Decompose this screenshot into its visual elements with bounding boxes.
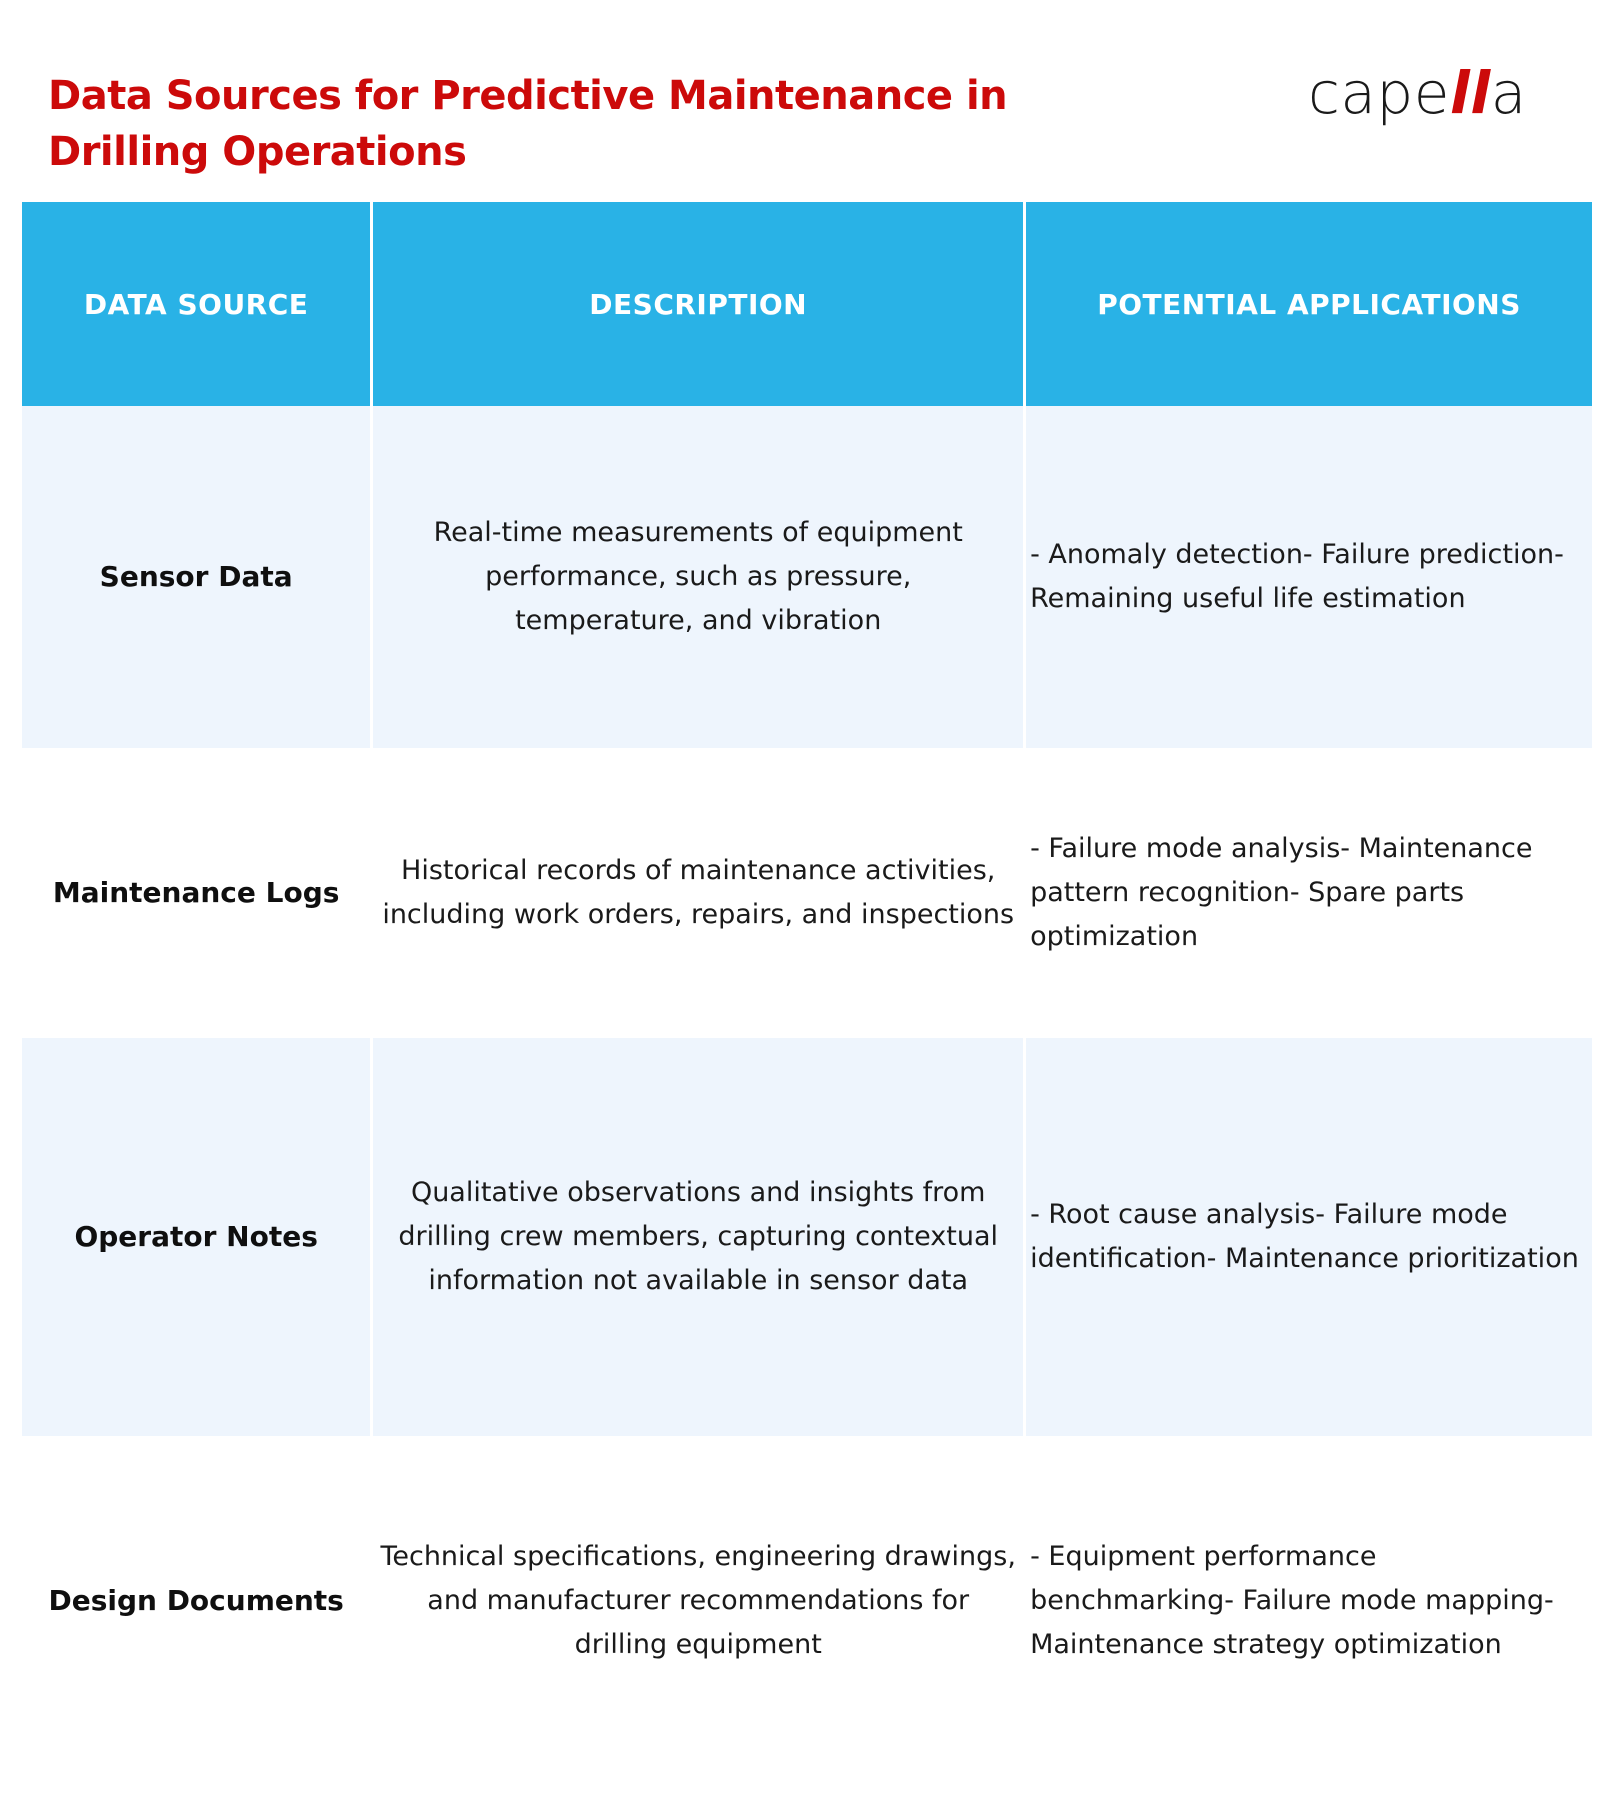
source-cell bbox=[22, 1038, 370, 1436]
description-text: Technical specifications, engineering drawings, and manufacturer recommendations for drilling equipment bbox=[380, 1541, 1016, 1660]
source-name: Operator Notes bbox=[74, 1220, 318, 1253]
applications-text: - Anomaly detection- Failure prediction- Remaining useful life estimation bbox=[1030, 539, 1564, 614]
capella-logo bbox=[1308, 58, 1527, 128]
applications-text: - Equipment performance benchmarking- Failure mode mapping- Maintenance strategy optimization bbox=[1030, 1541, 1554, 1660]
header-potential-applications: POTENTIAL APPLICATIONS bbox=[1026, 202, 1592, 406]
table-row bbox=[22, 1436, 1592, 1766]
source-cell bbox=[22, 406, 370, 748]
header-description: DESCRIPTION bbox=[373, 202, 1023, 406]
description-cell bbox=[373, 748, 1023, 1038]
applications-text: - Failure mode analysis- Maintenance pattern recognition- Spare parts optimization bbox=[1030, 833, 1533, 952]
applications-cell bbox=[1026, 1436, 1592, 1766]
table-row bbox=[22, 406, 1592, 748]
logo-text-suffix: a bbox=[1490, 59, 1527, 127]
table-row bbox=[22, 1038, 1592, 1436]
logo-text-prefix: cape bbox=[1308, 59, 1450, 127]
applications-text: - Root cause analysis- Failure mode identification- Maintenance prioritization bbox=[1030, 1199, 1579, 1274]
description-text: Historical records of maintenance activities, including work orders, repairs, and inspections bbox=[382, 855, 1015, 930]
logo-text-accent: ll bbox=[1449, 59, 1491, 127]
description-cell bbox=[373, 406, 1023, 748]
page-title: Data Sources for Predictive Maintenance in Drilling Operations bbox=[48, 73, 1008, 175]
source-name: Sensor Data bbox=[99, 560, 293, 593]
data-sources-table bbox=[22, 202, 1592, 1766]
description-text: Real-time measurements of equipment performance, such as pressure, temperature, and vibration bbox=[433, 517, 963, 636]
source-name: Maintenance Logs bbox=[52, 876, 340, 909]
source-cell bbox=[22, 1436, 370, 1766]
header-data-source: DATA SOURCE bbox=[22, 202, 370, 406]
table-row bbox=[22, 748, 1592, 1038]
table-header-row bbox=[22, 202, 1592, 406]
applications-cell bbox=[1026, 748, 1592, 1038]
applications-cell bbox=[1026, 1038, 1592, 1436]
applications-cell bbox=[1026, 406, 1592, 748]
description-cell bbox=[373, 1038, 1023, 1436]
description-text: Qualitative observations and insights from drilling crew members, capturing contextual information not available in sensor data bbox=[398, 1177, 998, 1296]
source-name: Design Documents bbox=[48, 1584, 344, 1617]
description-cell bbox=[373, 1436, 1023, 1766]
source-cell bbox=[22, 748, 370, 1038]
